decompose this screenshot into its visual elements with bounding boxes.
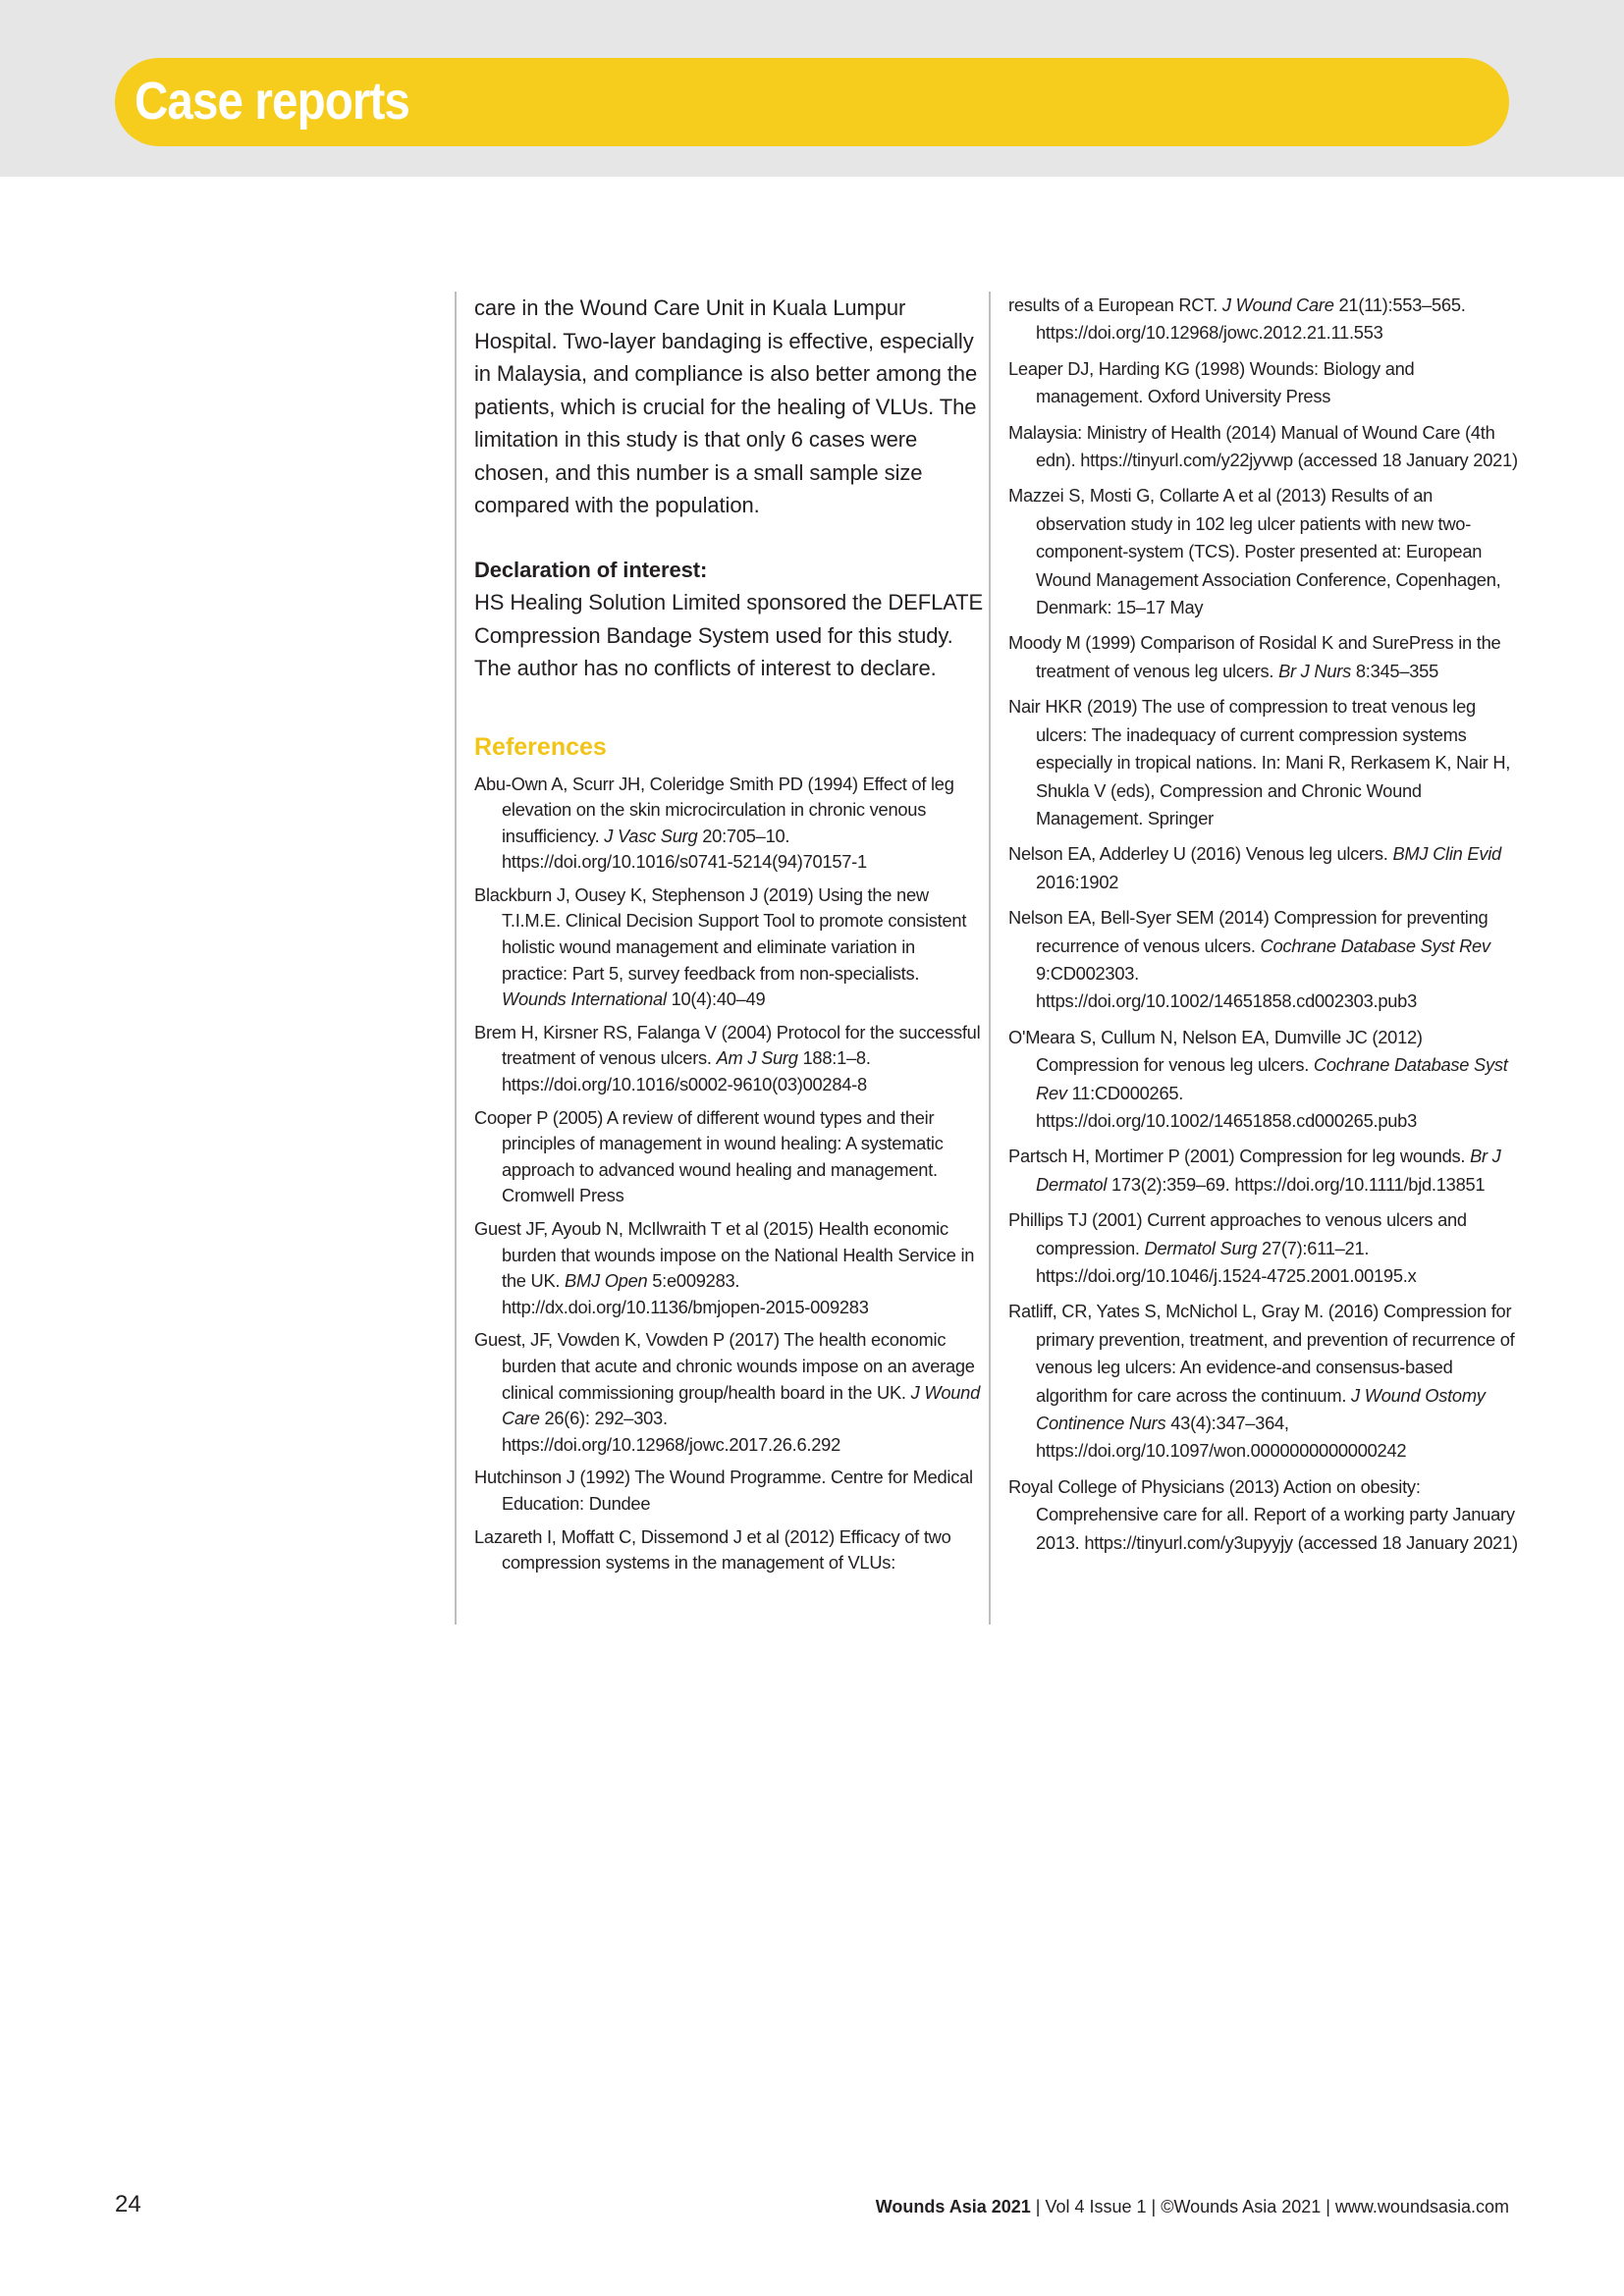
footer-journal-name: Wounds Asia 2021 xyxy=(875,2197,1031,2216)
section-title: Case reports xyxy=(135,72,409,131)
reference-journal: Cochrane Database Syst Rev xyxy=(1036,1054,1508,1103)
reference-part: Cooper P (2005) A review of different wound types and their principles of management in wound healing: A systematic approach to advanced wound healing and management. Cromwell Press xyxy=(474,1106,944,1206)
reference-item xyxy=(1008,1298,1524,1465)
reference-part: Guest JF, Ayoub N, McIlwraith T et al (2015) Health economic burden that wounds impose on the National Health Service in the UK. xyxy=(474,1218,975,1292)
reference-item xyxy=(474,1524,985,1576)
reference-part: Ratliff, CR, Yates S, McNichol L, Gray M. (2016) Compression for primary prevention, treatment, and prevention of recurrence of venous leg ulcers: An evidence-and consensus-based algorithm for care across the continuum. xyxy=(1008,1301,1515,1406)
declaration-text: HS Healing Solution Limited sponsored the DEFLATE Compression Bandage System used for this study. The author has no conflicts of interest to declare. xyxy=(474,590,984,680)
reference-part: 20:705–10. https://doi.org/10.1016/s0741-5214(94)70157-1 xyxy=(502,825,867,873)
reference-part: 173(2):359–69. https://doi.org/10.1111/bjd.13851 xyxy=(1107,1173,1486,1195)
reference-item xyxy=(1008,1473,1524,1557)
reference-part: 5:e009283. http://dx.doi.org/10.1136/bmjopen-2015-009283 xyxy=(502,1270,869,1317)
reference-journal: Wounds International xyxy=(502,988,667,1010)
reference-part: Nelson EA, Bell-Syer SEM (2014) Compression for preventing recurrence of venous ulcers. xyxy=(1008,907,1489,956)
reference-journal: Br J Nurs xyxy=(1278,660,1351,681)
reference-part: Nair HKR (2019) The use of compression to treat venous leg ulcers: The inadequacy of current compression systems especially in tropical nations. In: Mani R, Rerkasem K, Nair H, Shukla V (eds), Compression and Chronic Wound Management. Springer xyxy=(1008,696,1511,828)
references-list-left xyxy=(474,772,985,1576)
reference-part: Hutchinson J (1992) The Wound Programme. Centre for Medical Education: Dundee xyxy=(474,1467,973,1514)
reference-part: 188:1–8. https://doi.org/10.1016/s0002-9610(03)00284-8 xyxy=(502,1047,871,1095)
reference-journal: J Wound Care xyxy=(1221,294,1334,315)
reference-item xyxy=(1008,1143,1524,1199)
reference-part: 2016:1902 xyxy=(1036,871,1119,892)
reference-journal: Cochrane Database Syst Rev xyxy=(1260,934,1490,956)
reference-item xyxy=(1008,904,1524,1016)
reference-part: 27(7):611–21. https://doi.org/10.1046/j.1524-4725.2001.00195.x xyxy=(1036,1237,1417,1286)
column-right xyxy=(989,292,1524,1625)
reference-item xyxy=(1008,1206,1524,1290)
reference-part: 21(11):553–565. https://doi.org/10.12968/jowc.2012.21.11.553 xyxy=(1036,294,1466,344)
reference-item xyxy=(1008,1024,1524,1136)
footer-citation xyxy=(876,2197,1509,2217)
reference-part: 8:345–355 xyxy=(1351,660,1438,681)
reference-part: Abu-Own A, Scurr JH, Coleridge Smith PD (1994) Effect of leg elevation on the skin microcirculation in chronic venous insufficiency. xyxy=(474,773,954,846)
reference-part: 43(4):347–364, https://doi.org/10.1097/won.0000000000000242 xyxy=(1036,1413,1407,1462)
reference-item xyxy=(474,882,985,1013)
footer-journal-details: | Vol 4 Issue 1 | ©Wounds Asia 2021 | www.woundsasia.com xyxy=(1030,2197,1509,2216)
reference-part: Phillips TJ (2001) Current approaches to venous ulcers and compression. xyxy=(1008,1209,1467,1258)
column-left xyxy=(455,292,985,1625)
reference-item xyxy=(1008,419,1524,475)
reference-journal: Am J Surg xyxy=(716,1047,798,1069)
reference-part: Malaysia: Ministry of Health (2014) Manual of Wound Care (4th edn). https://tinyurl.com/y22jyvwp (accessed 18 January 2021) xyxy=(1008,421,1518,471)
reference-part: 10(4):40–49 xyxy=(666,988,766,1010)
page-number: 24 xyxy=(115,2191,141,2217)
reference-continuation xyxy=(1008,292,1524,347)
reference-item xyxy=(474,1105,985,1209)
section-banner xyxy=(115,58,1509,146)
reference-item xyxy=(474,1020,985,1098)
reference-journal: Br J Dermatol xyxy=(1036,1146,1501,1195)
reference-part: Royal College of Physicians (2013) Action on obesity: Comprehensive care for all. Report of a working party January 2013. https://tinyurl.com/y3upyyjy (accessed 18 January 2021) xyxy=(1008,1475,1518,1553)
reference-part: 26(6): 292–303. https://doi.org/10.12968/jowc.2017.26.6.292 xyxy=(502,1408,840,1455)
reference-part: 11:CD000265. https://doi.org/10.1002/14651858.cd000265.pub3 xyxy=(1036,1082,1417,1131)
reference-journal: J Wound Ostomy Continence Nurs xyxy=(1036,1384,1486,1434)
references-heading: References xyxy=(474,732,607,761)
reference-item xyxy=(474,1465,985,1517)
reference-item xyxy=(474,1216,985,1320)
reference-part: Blackburn J, Ousey K, Stephenson J (2019) Using the new T.I.M.E. Clinical Decision Support Tool to promote consistent holistic wound management and eliminate variation in practice: Part 5, survey feedback from non-specialists. xyxy=(474,883,967,984)
reference-item xyxy=(1008,482,1524,621)
reference-journal: J Vasc Surg xyxy=(604,825,698,846)
references-list-right xyxy=(1008,355,1524,1557)
reference-part: 9:CD002303. https://doi.org/10.1002/14651858.cd002303.pub3 xyxy=(1036,962,1417,1012)
reference-part: Mazzei S, Mosti G, Collarte A et al (2013) Results of an observation study in 102 leg ulcer patients with new two-component-system (TCS). Poster presented at: European Wound Management Association Conference, Copenhagen, Denmark: 15–17 May xyxy=(1008,485,1501,618)
reference-part: Guest, JF, Vowden K, Vowden P (2017) The health economic burden that acute and chronic wounds impose on an average clinical commissioning group/health board in the UK. xyxy=(474,1329,975,1403)
reference-part: Nelson EA, Adderley U (2016) Venous leg ulcers. xyxy=(1008,843,1393,865)
reference-part: Leaper DJ, Harding KG (1998) Wounds: Biology and management. Oxford University Press xyxy=(1008,357,1415,407)
reference-part: Moody M (1999) Comparison of Rosidal K and SurePress in the treatment of venous leg ulcers. xyxy=(1008,632,1501,681)
reference-item xyxy=(474,772,985,876)
reference-item xyxy=(1008,355,1524,411)
conclusion-paragraph: care in the Wound Care Unit in Kuala Lumpur Hospital. Two-layer bandaging is effective, especially in Malaysia, and compliance is also better among the patients, which is crucial for the healing of VLUs. The limitation in this study is that only 6 cases were chosen, and this number is a small sample size compared with the population. xyxy=(474,295,978,517)
reference-part: Partsch H, Mortimer P (2001) Compression for leg wounds. xyxy=(1008,1146,1471,1167)
reference-journal: BMJ Open xyxy=(565,1270,648,1292)
reference-item xyxy=(1008,840,1524,896)
reference-item xyxy=(1008,629,1524,685)
reference-part: Lazareth I, Moffatt C, Dissemond J et al (2012) Efficacy of two compression systems in the management of VLUs: xyxy=(474,1525,951,1574)
reference-part: Brem H, Kirsner RS, Falanga V (2004) Protocol for the successful treatment of venous ulcers. xyxy=(474,1021,981,1069)
reference-item xyxy=(474,1327,985,1458)
reference-item xyxy=(1008,693,1524,832)
reference-journal: BMJ Clin Evid xyxy=(1392,843,1501,865)
reference-journal: Dermatol Surg xyxy=(1144,1237,1258,1258)
reference-part: results of a European RCT. xyxy=(1008,294,1222,315)
reference-journal: J Wound Care xyxy=(502,1381,980,1429)
declaration-heading: Declaration of interest: xyxy=(474,557,708,582)
reference-part: O'Meara S, Cullum N, Nelson EA, Dumville JC (2012) Compression for venous leg ulcers. xyxy=(1008,1026,1423,1076)
